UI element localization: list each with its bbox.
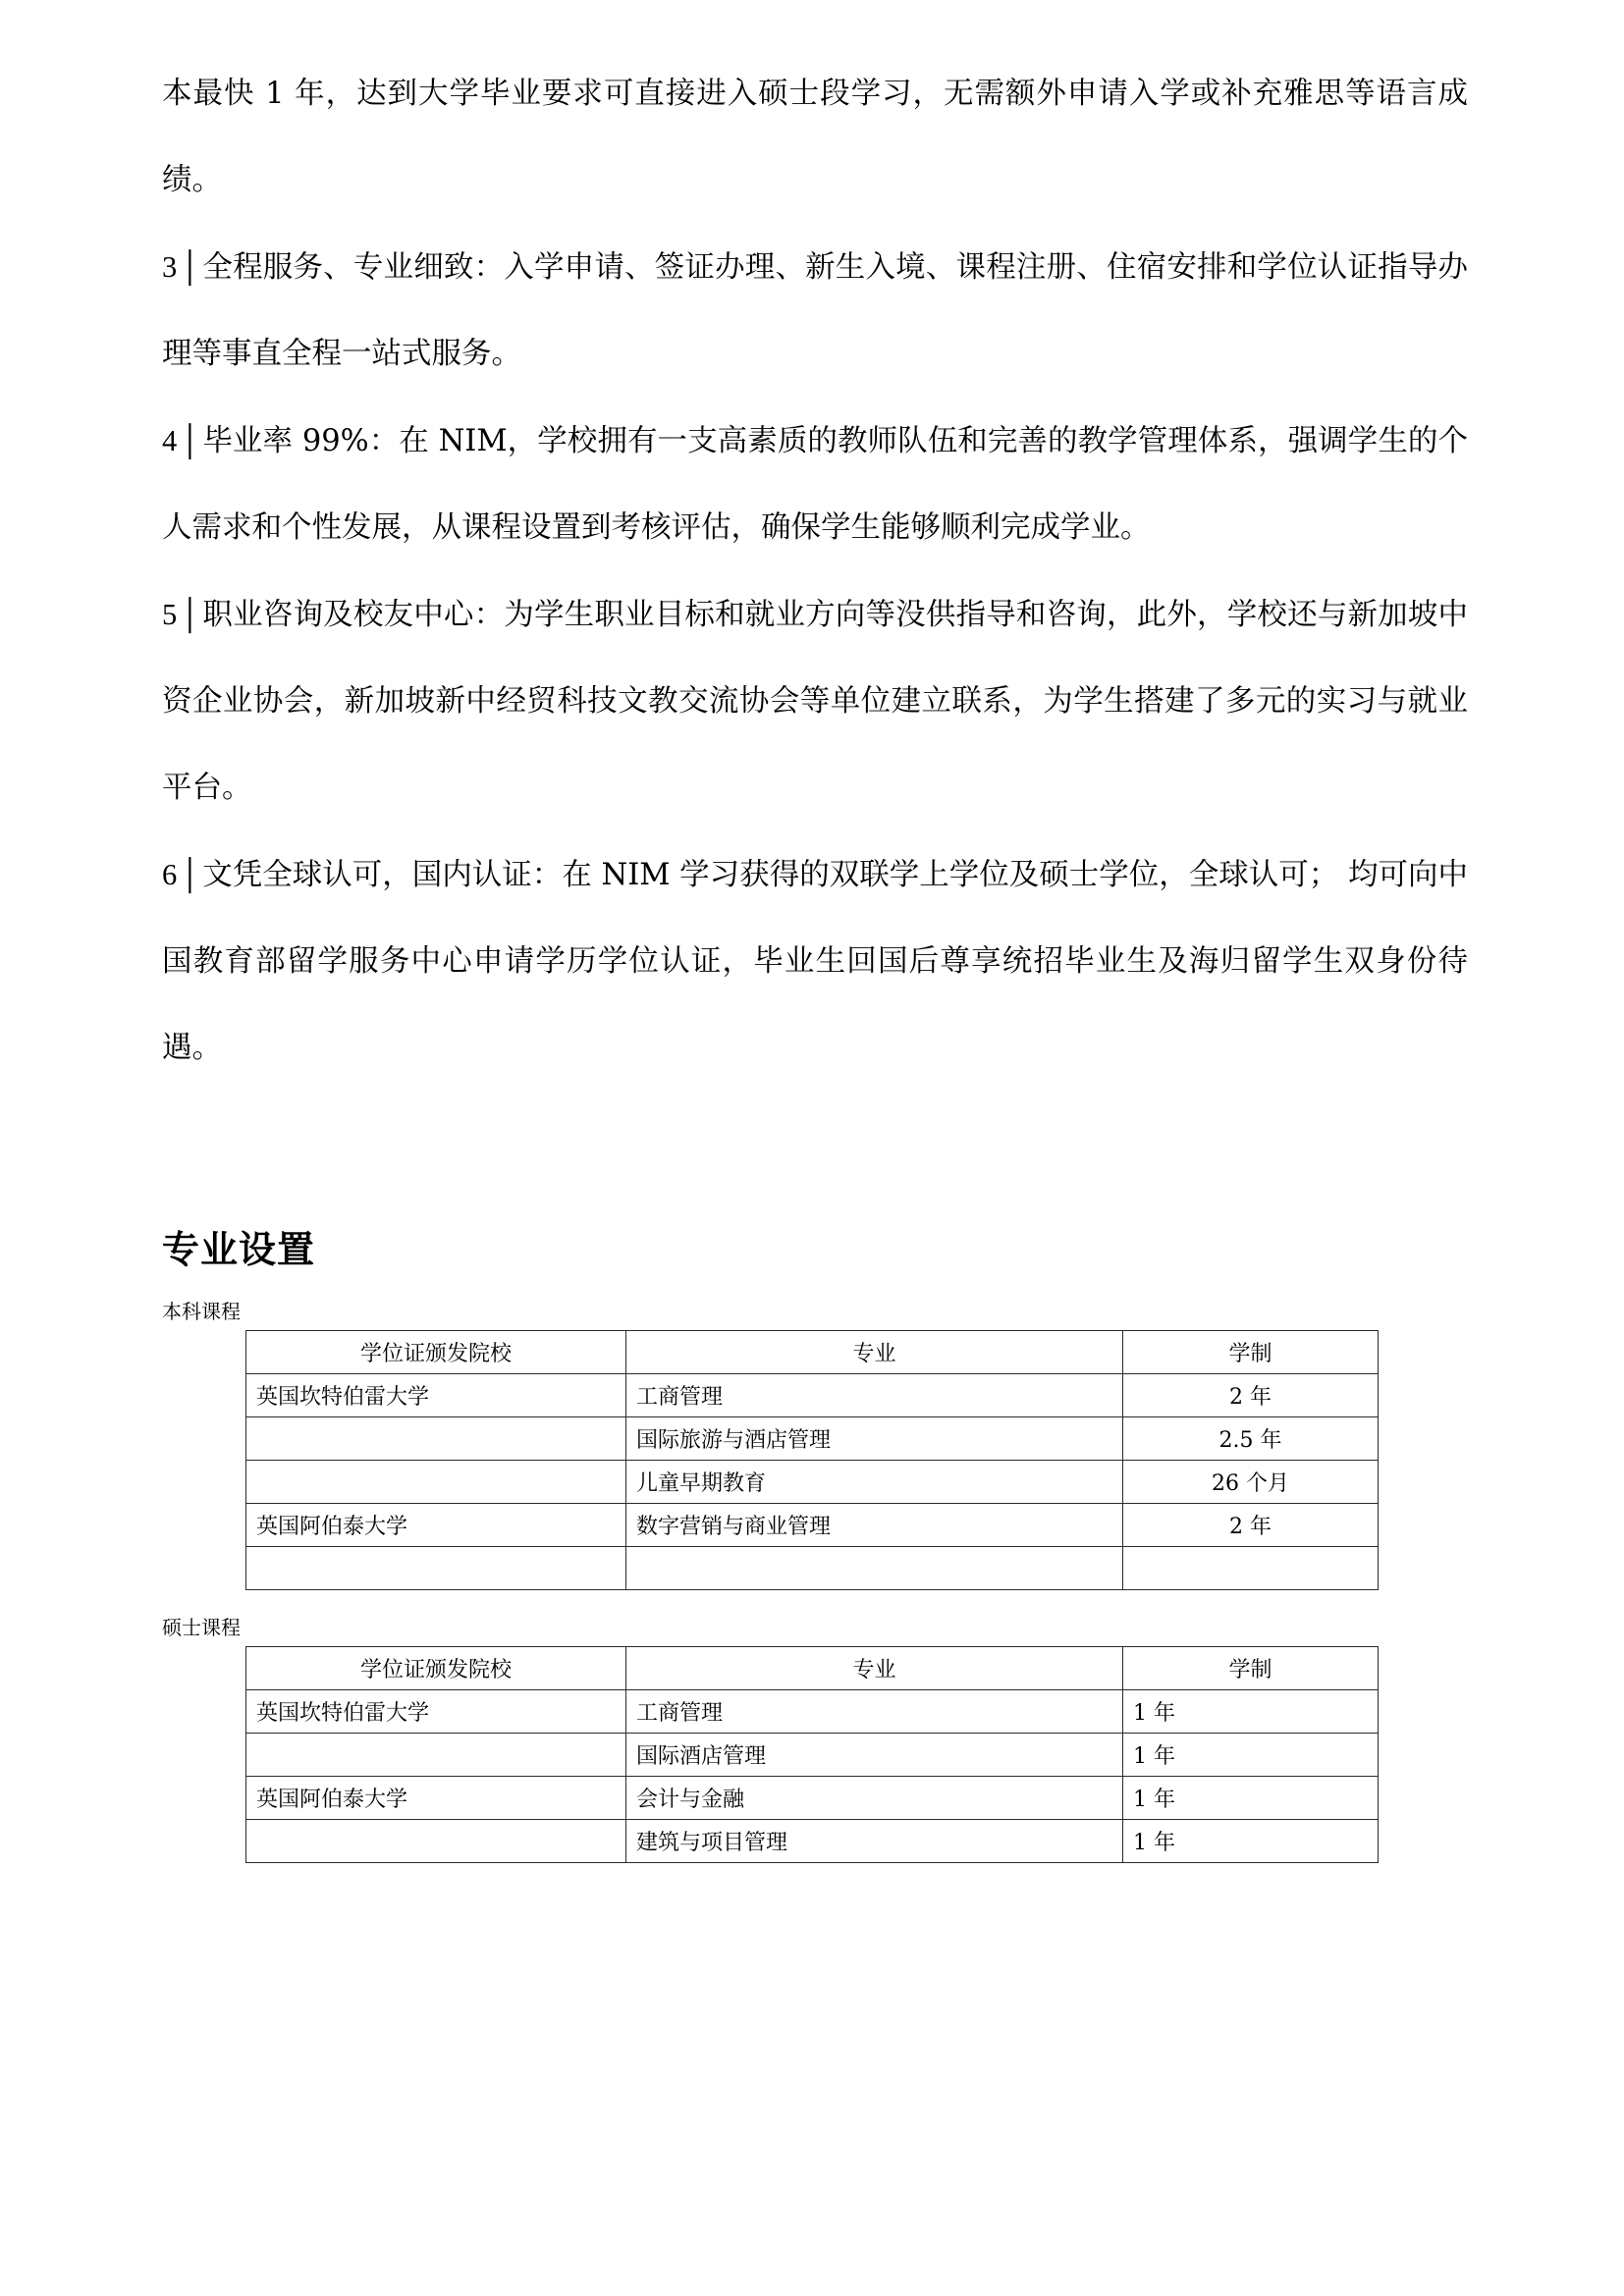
undergraduate-course-table [245, 1330, 1379, 1590]
list-text-3: 全程服务、专业细致：入学申请、签证办理、新生入境、课程注册、住宿安排和学位认证指导办理等事直全程一站式服务。 [162, 250, 1468, 371]
list-text-5: 职业咨询及校友中心：为学生职业目标和就业方向等没供指导和咨询，此外，学校还与新加坡中资企业协会，新加坡新中经贸科技文教交流协会等单位建立联系，为学生搭建了多元的实习与就业平台。 [162, 598, 1468, 805]
cell-major: 会计与金融 [626, 1777, 1123, 1820]
table-caption-undergraduate: 本科课程 [162, 1300, 241, 1323]
list-separator-3: │ [179, 250, 201, 284]
paragraph-item-5 [162, 571, 1468, 831]
table-row-empty [246, 1547, 1379, 1590]
paragraph-continuation: 本最快 1 年，达到大学毕业要求可直接进入硕士段学习，无需额外申请入学或补充雅思等语言成绩。 [162, 77, 1468, 197]
paragraph-item-4 [162, 398, 1468, 571]
list-number-5: 5 [162, 598, 178, 631]
cell-major: 国际酒店管理 [626, 1734, 1123, 1777]
list-text-4: 毕业率 99%：在 NIM，学校拥有一支高素质的教师队伍和完善的教学管理体系，强调学生的个人需求和个性发展，从课程设置到考核评估，确保学生能够顺利完成学业。 [162, 424, 1468, 545]
cell-major: 工商管理 [626, 1374, 1123, 1417]
paragraph-item-6 [162, 831, 1468, 1092]
cell-major [626, 1547, 1123, 1590]
cell-duration: 2.5 年 [1123, 1417, 1379, 1461]
table-header-row [246, 1331, 1379, 1374]
table-row [246, 1374, 1379, 1417]
list-number-3: 3 [162, 250, 178, 284]
table-row [246, 1417, 1379, 1461]
cell-school [246, 1734, 626, 1777]
table-row [246, 1734, 1379, 1777]
cell-school [246, 1417, 626, 1461]
cell-school: 英国坎特伯雷大学 [246, 1690, 626, 1734]
column-header-major: 专业 [626, 1647, 1123, 1690]
column-header-school: 学位证颁发院校 [246, 1647, 626, 1690]
cell-duration: 26 个月 [1123, 1461, 1379, 1504]
cell-major: 建筑与项目管理 [626, 1820, 1123, 1863]
table-row [246, 1504, 1379, 1547]
table-row [246, 1777, 1379, 1820]
cell-major: 数字营销与商业管理 [626, 1504, 1123, 1547]
body-text-block [162, 51, 1468, 1092]
table-row [246, 1820, 1379, 1863]
column-header-school: 学位证颁发院校 [246, 1331, 626, 1374]
column-header-major: 专业 [626, 1331, 1123, 1374]
cell-duration: 2 年 [1123, 1504, 1379, 1547]
cell-major: 国际旅游与酒店管理 [626, 1417, 1123, 1461]
cell-school: 英国坎特伯雷大学 [246, 1374, 626, 1417]
cell-duration: 1 年 [1123, 1777, 1379, 1820]
list-separator-6: │ [179, 858, 201, 891]
cell-school [246, 1820, 626, 1863]
table-header-row [246, 1647, 1379, 1690]
cell-duration: 2 年 [1123, 1374, 1379, 1417]
cell-school: 英国阿伯泰大学 [246, 1504, 626, 1547]
table-caption-postgraduate: 硕士课程 [162, 1616, 241, 1639]
column-header-duration: 学制 [1123, 1647, 1379, 1690]
table-row [246, 1690, 1379, 1734]
list-text-6: 文凭全球认可，国内认证：在 NIM 学习获得的双联学上学位及硕士学位，全球认可； 均可向中国教育部留学服务中心申请学历学位认证，毕业生回国后尊享统招毕业生及海归留学生双身份待遇。 [162, 858, 1468, 1065]
cell-school: 英国阿伯泰大学 [246, 1777, 626, 1820]
list-number-6: 6 [162, 858, 178, 891]
cell-duration [1123, 1547, 1379, 1590]
cell-school [246, 1547, 626, 1590]
cell-major: 儿童早期教育 [626, 1461, 1123, 1504]
paragraph-item-3 [162, 224, 1468, 398]
list-separator-4: │ [179, 424, 201, 457]
table-row [246, 1461, 1379, 1504]
postgraduate-course-table [245, 1646, 1379, 1863]
list-separator-5: │ [179, 598, 201, 631]
section-heading-majors: 专业设置 [162, 1228, 316, 1271]
cell-major: 工商管理 [626, 1690, 1123, 1734]
column-header-duration: 学制 [1123, 1331, 1379, 1374]
cell-duration: 1 年 [1123, 1820, 1379, 1863]
cell-duration: 1 年 [1123, 1734, 1379, 1777]
list-number-4: 4 [162, 424, 178, 457]
cell-duration: 1 年 [1123, 1690, 1379, 1734]
cell-school [246, 1461, 626, 1504]
